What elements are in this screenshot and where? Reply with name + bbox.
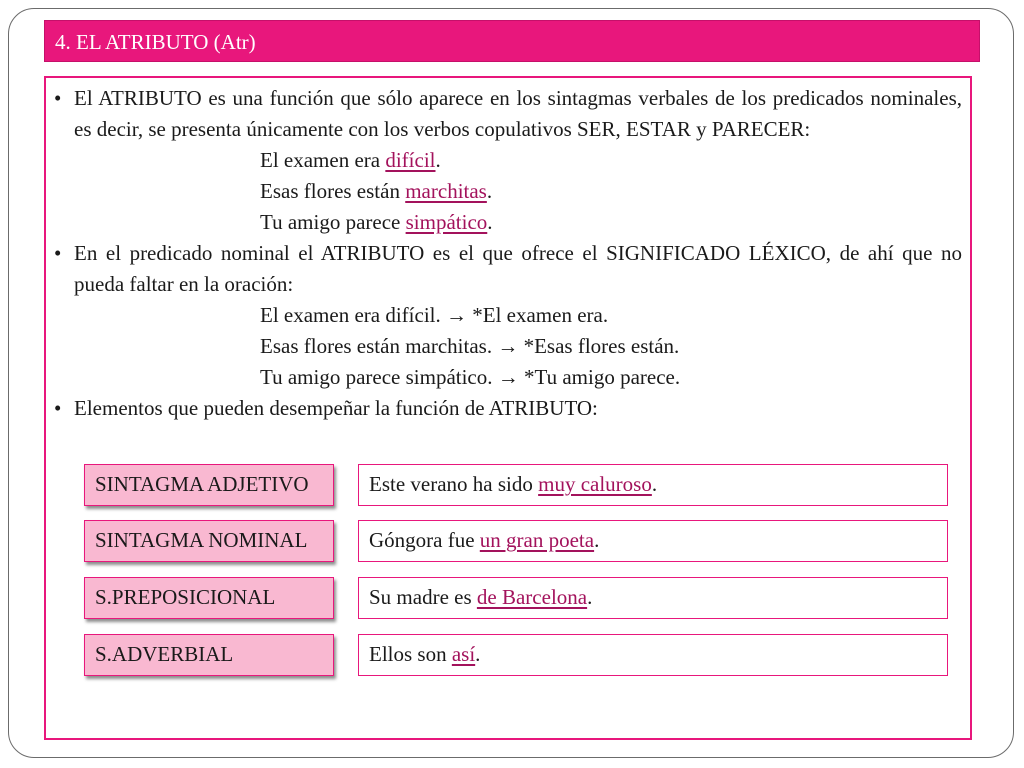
bullet-2-text: En el predicado nominal el ATRIBUTO es el que ofrece el SIGNIFICADO LÉXICO, de ahí que no pueda faltar en la oración: bbox=[74, 241, 962, 296]
arrow-icon: → bbox=[497, 365, 519, 389]
category-tag: SINTAGMA ADJETIVO bbox=[84, 464, 334, 506]
bullet-dot: • bbox=[54, 396, 62, 420]
bullet-dot: • bbox=[54, 241, 62, 265]
attribute-pair bbox=[84, 634, 948, 676]
example-line: El examen era difícil. bbox=[260, 148, 441, 172]
bullet-1-text: El ATRIBUTO es una función que sólo aparece en los sintagmas verbales de los predicados nominales, es decir, se presenta únicamente con los verbos copulativos SER, ESTAR y PARECER: bbox=[74, 86, 962, 141]
slide-title: 4. EL ATRIBUTO (Atr) bbox=[44, 20, 980, 62]
example-line: Tu amigo parece simpático. → *Tu amigo parece. bbox=[260, 365, 681, 389]
attribute-pair bbox=[84, 464, 948, 506]
bullet-3 bbox=[54, 393, 962, 424]
example-line: Esas flores están marchitas. → *Esas flores están. bbox=[260, 334, 680, 358]
body-text bbox=[54, 83, 962, 424]
arrow-icon: → bbox=[446, 303, 467, 327]
attribute-highlight: difícil bbox=[385, 148, 436, 172]
bullet-3-text: Elementos que pueden desempeñar la función de ATRIBUTO: bbox=[74, 396, 598, 420]
category-tag: S.PREPOSICIONAL bbox=[84, 577, 334, 619]
attribute-highlight: un gran poeta bbox=[479, 528, 595, 552]
example-line: Esas flores están marchitas. bbox=[260, 179, 493, 203]
attribute-highlight: de Barcelona bbox=[476, 585, 588, 609]
attribute-highlight: simpático bbox=[405, 210, 488, 234]
attribute-highlight: marchitas bbox=[405, 179, 487, 203]
example-box: Ellos son así. bbox=[358, 634, 948, 676]
attribute-pair bbox=[84, 520, 948, 562]
category-tag: SINTAGMA NOMINAL bbox=[84, 520, 334, 562]
attribute-pair bbox=[84, 577, 948, 619]
example-line: Tu amigo parece simpático. bbox=[260, 210, 493, 234]
attribute-highlight: muy caluroso bbox=[538, 472, 652, 496]
example-line: El examen era difícil. → *El examen era. bbox=[260, 303, 609, 327]
attribute-highlight: así bbox=[451, 642, 476, 666]
arrow-icon: → bbox=[497, 334, 519, 358]
example-box: Su madre es de Barcelona. bbox=[358, 577, 948, 619]
example-box: Este verano ha sido muy caluroso. bbox=[358, 464, 948, 506]
bullet-1 bbox=[54, 83, 962, 145]
example-box: Góngora fue un gran poeta. bbox=[358, 520, 948, 562]
bullet-2 bbox=[54, 238, 962, 300]
bullet-dot: • bbox=[54, 86, 62, 110]
category-tag: S.ADVERBIAL bbox=[84, 634, 334, 676]
